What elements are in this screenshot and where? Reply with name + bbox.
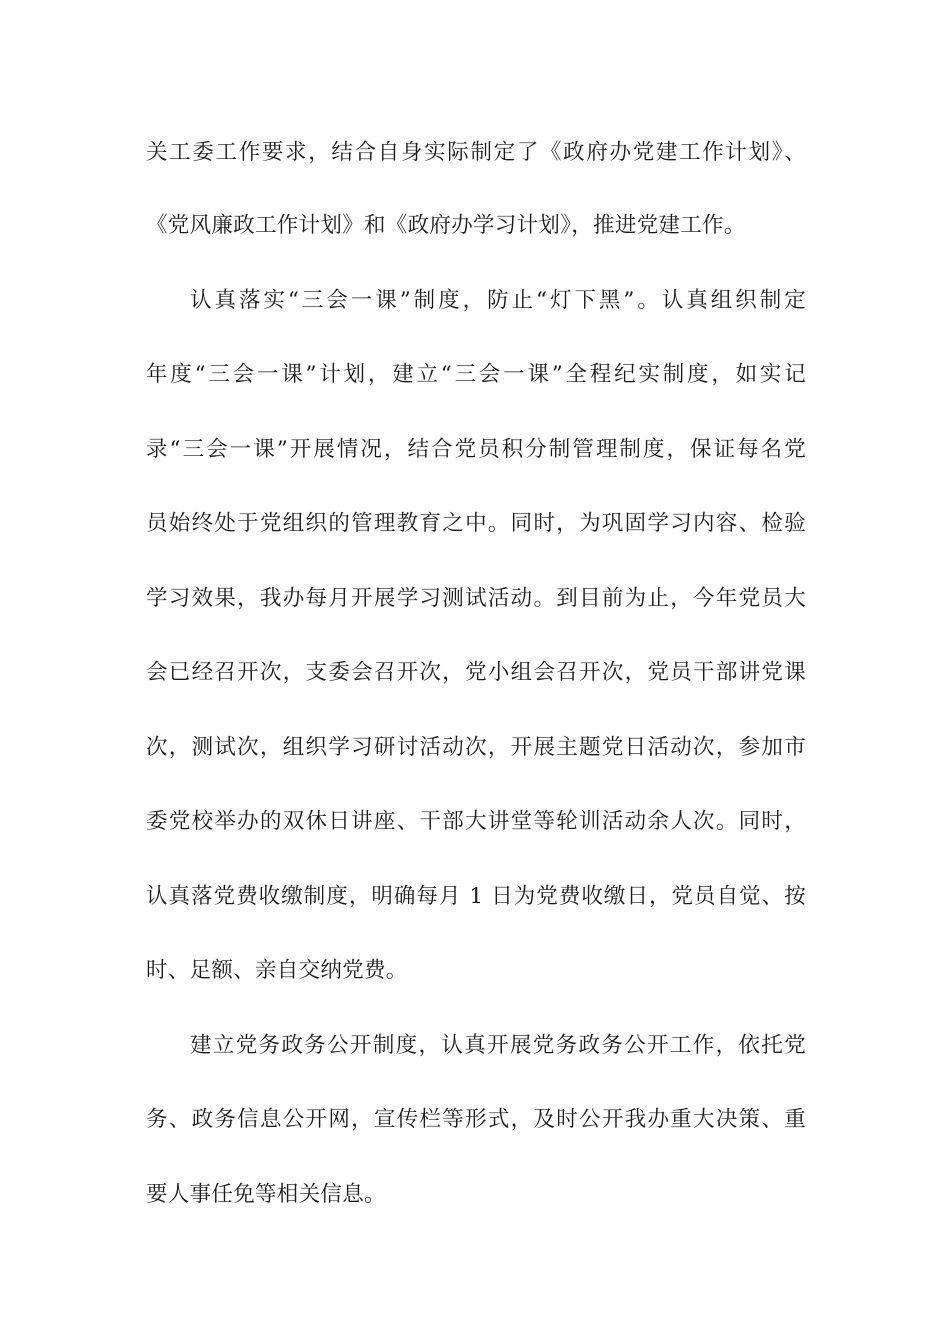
- paragraph-line: 录“三会一课”开展情况，结合党员积分制管理制度，保证每名党: [146, 437, 806, 462]
- paragraph-line: 关工委工作要求，结合自身实际制定了《政府办党建工作计划》、: [146, 140, 806, 165]
- paragraph-line: 委党校举办的双休日讲座、干部大讲堂等轮训活动余人次。同时，: [146, 809, 806, 834]
- paragraph-line: 年度“三会一课”计划，建立“三会一课”全程纪实制度，如实记: [146, 362, 806, 387]
- paragraph-line: 《党风廉政工作计划》和《政府办学习计划》，推进党建工作。: [146, 213, 746, 238]
- paragraph-line: 务、政务信息公开网，宣传栏等形式，及时公开我办重大决策、重: [146, 1107, 806, 1132]
- paragraph-line: 会已经召开次，支委会召开次，党小组会召开次，党员干部讲党课: [146, 660, 806, 685]
- paragraph-line: 次，测试次，组织学习研讨活动次，开展主题党日活动次，参加市: [146, 735, 806, 760]
- paragraph-line: 建立党务政务公开制度，认真开展党务政务公开工作，依托党: [190, 1033, 806, 1058]
- paragraph-line: 认真落实“三会一课”制度，防止“灯下黑”。认真组织制定: [190, 288, 806, 313]
- paragraph-line: 时、足额、亲自交纳党费。: [146, 958, 408, 983]
- paragraph-line: 要人事任免等相关信息。: [146, 1182, 386, 1207]
- paragraph-line: 学习效果，我办每月开展学习测试活动。到目前为止，今年党员大: [146, 586, 806, 611]
- paragraph-line: 认真落党费收缴制度，明确每月 1 日为党费收缴日，党员自觉、按: [146, 884, 806, 909]
- paragraph-line: 员始终处于党组织的管理教育之中。同时，为巩固学习内容、检验: [146, 511, 806, 536]
